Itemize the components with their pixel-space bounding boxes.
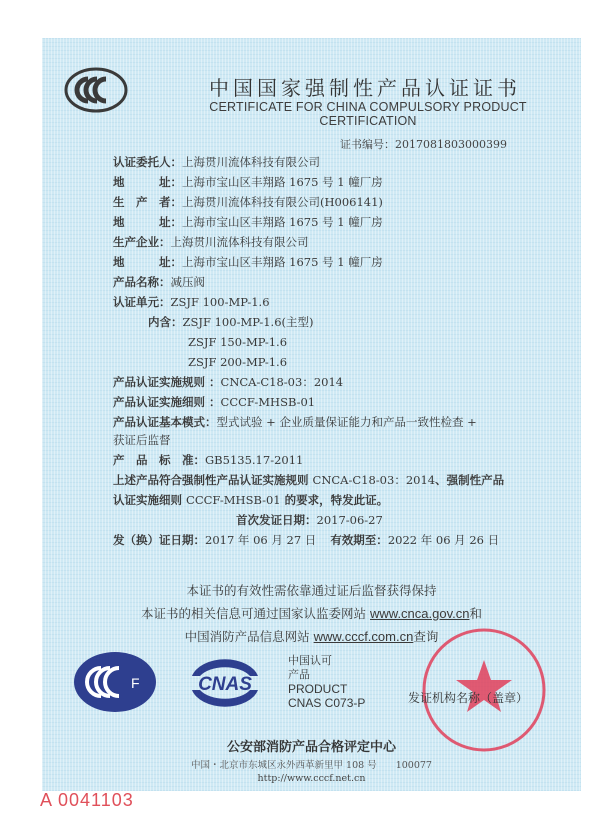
field-cert-unit: 认证单元：ZSJF 100-MP-1.6 bbox=[113, 295, 270, 309]
cccf-link[interactable]: www.cccf.com.cn bbox=[313, 629, 414, 644]
statement-line2: 认证实施细则 CCCF-MHSB-01 的要求，特发此证。 bbox=[113, 493, 389, 507]
svg-text:CNAS: CNAS bbox=[198, 674, 252, 695]
ccc-logo-icon bbox=[64, 66, 128, 114]
issuer-name: 公安部消防产品合格评定中心 bbox=[226, 740, 396, 755]
issuer-address: 中国・北京市东城区永外西革新里甲 108 号 100077 bbox=[191, 760, 432, 771]
field-applicant-address: 地 址：上海市宝山区丰翔路 1675 号 1 幢厂房 bbox=[113, 175, 383, 189]
issuer-stamp-label: 发证机构名称（盖章） bbox=[408, 691, 529, 705]
first-issue-date: 首次发证日期：2017-06-27 bbox=[236, 513, 383, 527]
rule-implementation: 产品认证实施规则 ：CNCA-C18-03：2014 bbox=[113, 375, 344, 389]
issuer-website[interactable]: http://www.cccf.net.cn bbox=[257, 773, 366, 784]
cert-no-value: 2017081803000399 bbox=[395, 138, 507, 151]
rule-mode: 产品认证基本模式：型式试验 + 企业质量保证能力和产品一致性检查 + bbox=[113, 415, 477, 429]
field-product-name: 产品名称：减压阀 bbox=[113, 275, 205, 289]
svg-text:F: F bbox=[131, 675, 140, 691]
field-factory: 生产企业：上海贯川流体科技有限公司 bbox=[113, 235, 309, 249]
field-factory-address: 地 址：上海市宝山区丰翔路 1675 号 1 幢厂房 bbox=[113, 255, 383, 269]
rule-detail: 产品认证实施细则 ：CCCF-MHSB-01 bbox=[113, 395, 316, 409]
includes-item: ZSJF 150-MP-1.6 bbox=[188, 335, 288, 349]
title-chinese: 中国国家强制性产品认证证书 bbox=[209, 76, 521, 100]
info-note-line1: 本证书的相关信息可通过国家认监委网站 www.cnca.gov.cn和 bbox=[141, 606, 482, 621]
field-manufacturer-address: 地 址：上海市宝山区丰翔路 1675 号 1 幢厂房 bbox=[113, 215, 383, 229]
validity-note: 本证书的有效性需依靠通过证后监督获得保持 bbox=[186, 583, 437, 598]
field-applicant: 认证委托人：上海贯川流体科技有限公司 bbox=[113, 155, 320, 169]
certificate-number bbox=[340, 136, 507, 152]
includes-row: 内含：ZSJF 100-MP-1.6(主型) bbox=[148, 315, 314, 329]
field-manufacturer: 生 产 者：上海贯川流体科技有限公司(H006141) bbox=[113, 195, 383, 209]
title-english: CERTIFICATE FOR CHINA COMPULSORY PRODUCT CERTIFICATION bbox=[209, 100, 527, 128]
cnas-logo-icon bbox=[180, 652, 270, 712]
serial-number: A 0041103 bbox=[40, 790, 134, 810]
cert-no-label: 证书编号： bbox=[340, 138, 395, 151]
rule-mode-continued: 获证后监督 bbox=[113, 433, 171, 447]
info-note-line2: 中国消防产品信息网站 www.cccf.com.cn查询 bbox=[184, 629, 439, 644]
issue-validity: 发（换）证日期：2017 年 06 月 27 日 有效期至：2022 年 06 月 26 日 bbox=[113, 533, 500, 547]
includes-item: ZSJF 200-MP-1.6 bbox=[188, 355, 288, 369]
accreditation-text: 中国认可 产品 PRODUCT CNAS C073-P bbox=[288, 654, 366, 710]
field-standard: 产 品 标 准：GB5135.17-2011 bbox=[113, 453, 304, 467]
statement-line1: 上述产品符合强制性产品认证实施规则 CNCA-C18-03：2014、强制性产品 bbox=[113, 473, 505, 487]
cnca-link[interactable]: www.cnca.gov.cn bbox=[370, 606, 470, 621]
cccf-logo-icon bbox=[73, 651, 157, 713]
